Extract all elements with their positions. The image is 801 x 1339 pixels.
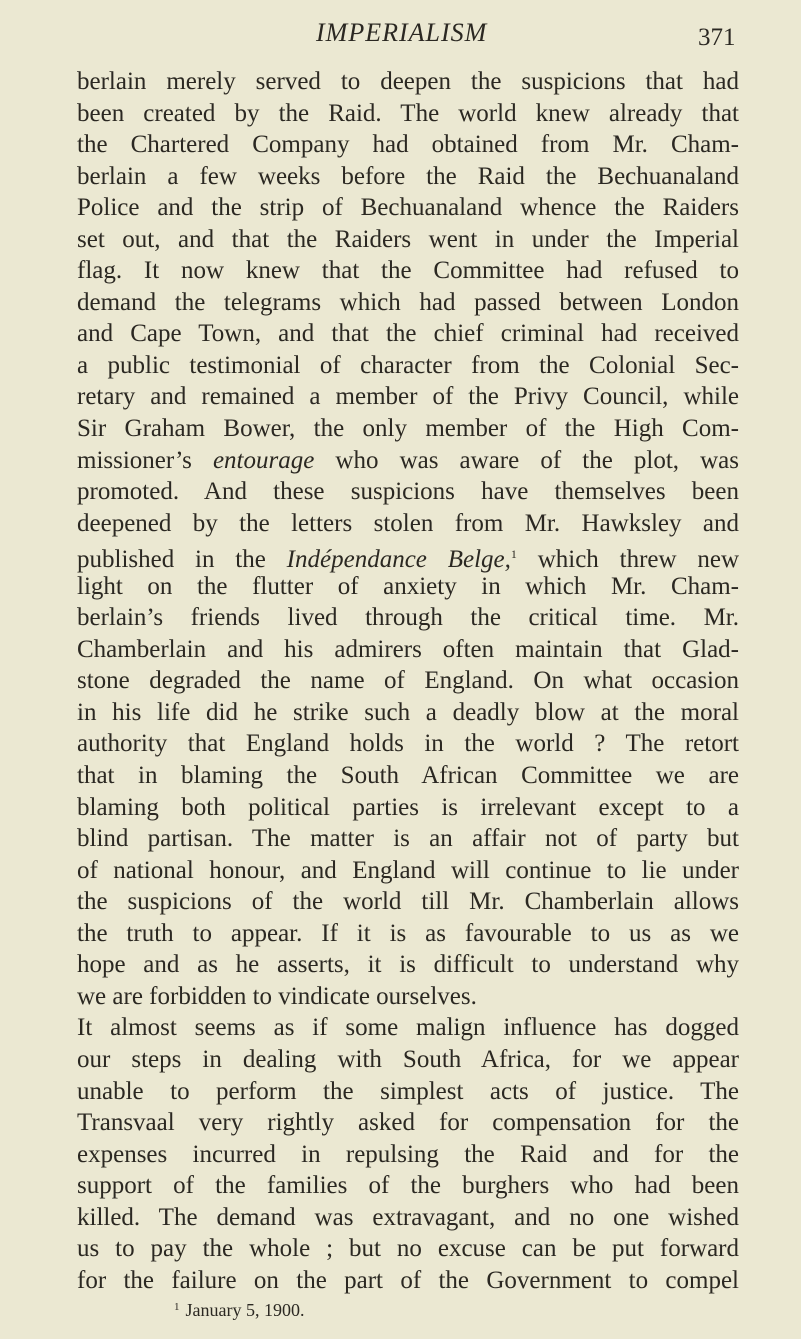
text-line: hope and as he asserts, it is difficult to understand why — [77, 951, 739, 979]
page-number: 371 — [698, 24, 736, 51]
page-header — [0, 18, 801, 54]
footnote-marker: 1 — [174, 1301, 180, 1313]
text-line — [77, 539, 740, 574]
text-line: berlain merely served to deepen the suspicions that had — [77, 68, 739, 95]
text-line: stone degraded the name of England. On what occasion — [77, 667, 739, 695]
text-line: Chamberlain and his admirers often maintain that Glad- — [77, 635, 739, 663]
text-line: we are forbidden to vindicate ourselves. — [77, 982, 477, 1010]
text-line: the Chartered Company had obtained from Mr. Cham- — [77, 131, 739, 159]
text-line: killed. The demand was extravagant, and no one wished — [77, 1203, 739, 1231]
text-line: the suspicions of the world till Mr. Chamberlain allows — [77, 888, 739, 916]
text-line: a public testimonial of character from the Colonial Sec- — [77, 351, 739, 379]
text-line: retary and remained a member of the Privy Council, while — [77, 383, 739, 411]
text-line: set out, and that the Raiders went in under the Imperial — [77, 225, 739, 253]
text-line: the truth to appear. If it is as favourable to us as we — [77, 919, 739, 947]
text-line: for the failure on the part of the Government to compel — [77, 1266, 739, 1294]
text-line: in his life did he strike such a deadly blow at the moral — [77, 698, 739, 726]
text-line: expenses incurred in repulsing the Raid and for the — [77, 1140, 739, 1168]
text-line: Sir Graham Bower, the only member of the High Com- — [77, 415, 739, 443]
text-line: berlain a few weeks before the Raid the Bechuanaland — [77, 162, 739, 190]
footnote-marker: 1 — [510, 547, 517, 562]
text-line: blaming both political parties is irrelevant except to a — [77, 793, 739, 821]
text-line: promoted. And these suspicions have themselves been — [77, 478, 739, 506]
text-line: authority that England holds in the world ? The retort — [77, 730, 739, 758]
italic-title: Indépendance Belge, — [286, 546, 511, 574]
running-head: IMPERIALISM — [316, 18, 488, 47]
text-line: unable to perform the simplest acts of justice. The — [77, 1077, 739, 1105]
text-line: support of the families of the burghers who had been — [77, 1172, 739, 1200]
text-line: berlain’s friends lived through the critical time. Mr. — [77, 604, 739, 632]
text-line: deepened by the letters stolen from Mr. Hawksley and — [77, 509, 739, 537]
text-line: Transvaal very rightly asked for compensation for the — [77, 1109, 739, 1137]
text-line: us to pay the whole ; but no excuse can be put forward — [77, 1235, 739, 1263]
text-line: blind partisan. The matter is an affair not of party but — [77, 825, 739, 853]
footnote-text: January 5, 1900. — [185, 1300, 305, 1320]
text-line: Police and the strip of Bechuanaland whence the Raiders — [77, 194, 739, 222]
footnote — [174, 1300, 304, 1321]
text-line — [77, 445, 739, 477]
text-line: our steps in dealing with South Africa, for we appear — [77, 1045, 739, 1073]
text-line: flag. It now knew that the Committee had refused to — [77, 257, 739, 285]
text-fragment: missioner’s — [77, 446, 192, 474]
text-line: that in blaming the South African Committee we are — [77, 762, 739, 790]
text-line: been created by the Raid. The world knew already that — [77, 99, 739, 127]
text-line: and Cape Town, and that the chief criminal had received — [77, 320, 739, 348]
text-line: It almost seems as if some malign influence has dogged — [77, 1014, 739, 1042]
italic-term: entourage — [212, 446, 315, 474]
text-line: light on the flutter of anxiety in which Mr. Cham- — [77, 572, 739, 600]
text-fragment: published in the — [77, 546, 266, 574]
text-fragment: who was aware of the plot, was — [335, 446, 740, 474]
text-line: demand the telegrams which had passed between London — [77, 288, 739, 316]
body-text — [77, 66, 739, 1296]
text-line: of national honour, and England will continue to lie under — [77, 856, 739, 884]
text-fragment: which threw new — [537, 546, 740, 574]
